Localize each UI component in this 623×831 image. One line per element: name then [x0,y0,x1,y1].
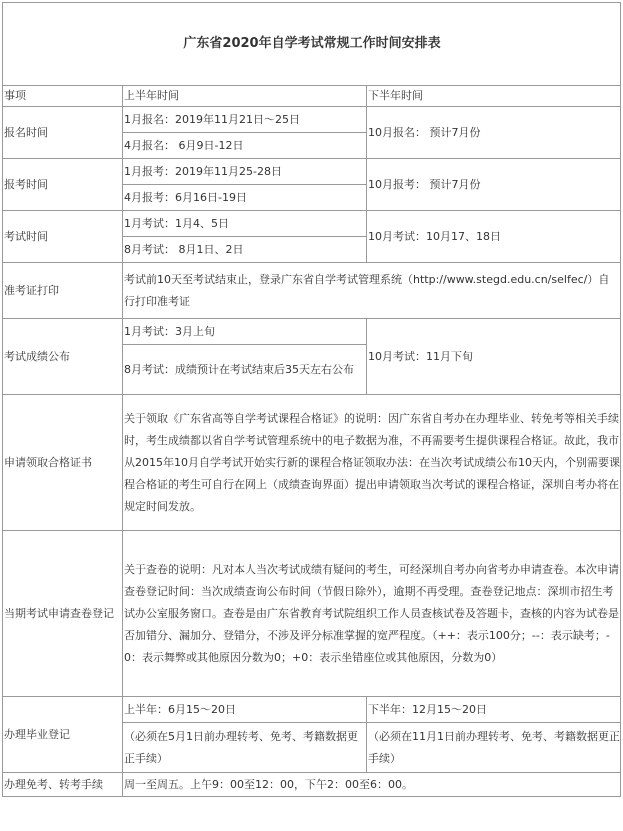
exam-registration-oct: 10月报考： 预计7月份 [367,159,621,211]
header-first-half: 上半年时间 [123,86,367,107]
header-second-half: 下半年时间 [367,86,621,107]
exam-time-jan: 1月考试：1月4、5日 [123,211,367,237]
exemption-label: 办理免考、转考手续 [3,773,123,797]
exam-time-label: 考试时间 [3,211,123,263]
admission-ticket-text: 考试前10天至考试结束止，登录广东省自学考试管理系统（http://www.stegd.edu.cn/selfec/）自行打印准考证 [123,263,621,319]
admission-ticket-label: 准考证打印 [3,263,123,319]
exam-time-oct: 10月考试：10月17、18日 [367,211,621,263]
table-title: 广东省2020年自学考试常规工作时间安排表 [3,3,621,86]
graduation-label: 办理毕业登记 [3,697,123,773]
graduation-second-note: （必须在11月1日前办理转考、免考、考籍数据更正手续） [367,723,621,773]
graduation-first-note: （必须在5月1日前办理转考、免考、考籍数据更正手续） [123,723,367,773]
exam-registration-label: 报考时间 [3,159,123,211]
certificate-text: 关于领取《广东省高等自学考试课程合格证》的说明：因广东省自考办在办理毕业、转免考等相关手续时，考生成绩都以省自学考试管理系统中的电子数据为准，不再需要考生提供课程合格证。故此，我市从2015年10月自学考试开始实行新的课程合格证领取办法：在当次考试成绩公布10天内，个别需要课程合格证的考生可自行在网上（成绩查询界面）提出申请领取当次考试的课程合格证，深圳自考办将在规定时间发放。 [123,395,621,531]
results-aug: 8月考试：成绩预计在考试结束后35天左右公布 [123,345,367,395]
registration-label: 报名时间 [3,107,123,159]
certificate-label: 申请领取合格证书 [3,395,123,531]
registration-apr: 4月报名： 6月9日-12日 [123,133,367,159]
review-text: 关于查卷的说明：凡对本人当次考试成绩有疑问的考生，可经深圳自考办向省考办申请查卷。本次申请查卷登记时间：当次成绩查询公布时间（节假日除外），逾期不再受理。查卷登记地点：深圳市招生考试办公室服务窗口。查卷是由广东省教育考试院组织工作人员查核试卷及答题卡，查核的内容为试卷是否加错分、漏加分、登错分，不涉及评分标准掌握的宽严程度。（++：表示100分；--：表示缺考；-0：表示舞弊或其他原因分数为0；+0：表示坐错座位或其他原因，分数为0） [123,531,621,697]
schedule-table [2,2,621,797]
graduation-second-date: 下半年：12月15～20日 [367,697,621,723]
results-oct: 10月考试：11月下旬 [367,319,621,395]
exam-registration-apr: 4月报考：6月16日-19日 [123,185,367,211]
registration-jan: 1月报名：2019年11月21日～25日 [123,107,367,133]
registration-oct: 10月报名： 预计7月份 [367,107,621,159]
header-item: 事项 [3,86,123,107]
review-label: 当期考试申请查卷登记 [3,531,123,697]
exemption-text: 周一至周五。上午9：00至12：00，下午2：00至6：00。 [123,773,621,797]
results-label: 考试成绩公布 [3,319,123,395]
exam-time-aug: 8月考试： 8月1日、2日 [123,237,367,263]
graduation-first-date: 上半年：6月15～20日 [123,697,367,723]
exam-registration-jan: 1月报考：2019年11月25-28日 [123,159,367,185]
results-jan: 1月考试：3月上旬 [123,319,367,345]
